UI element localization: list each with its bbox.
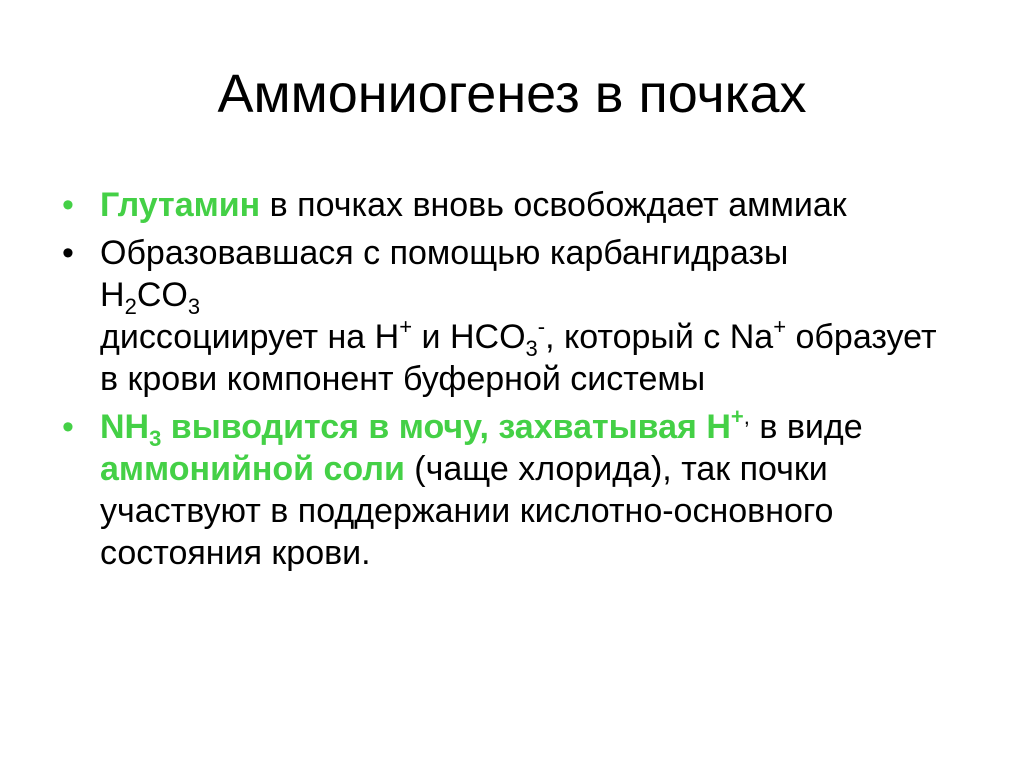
bullet-text: в виде [749, 408, 863, 446]
bullet-text: диссоциирует на H [100, 318, 400, 356]
formula-superscript: + [730, 404, 744, 429]
bullet-text: , который с Na [545, 318, 774, 356]
bullet-text: (чаще хлорида), так почки участвуют в поддержании кислотно-основного состояния крови. [100, 450, 834, 572]
bullet-item-glutamine [62, 184, 962, 226]
bullet-item-carbonic-acid [62, 232, 962, 400]
bullet-text: и HCO [412, 318, 526, 356]
bullet-marker: • [62, 234, 74, 272]
bullet-text: в почках вновь освобождает аммиак [260, 186, 847, 224]
formula-co: CO [136, 276, 188, 314]
formula-superscript: + [773, 314, 787, 339]
bullet-marker: • [62, 186, 74, 224]
formula-subscript: 2 [124, 294, 137, 319]
formula-subscript: 3 [187, 294, 201, 319]
glutamine-term: Глутамин [100, 186, 261, 224]
formula-subscript: 3 [525, 336, 538, 361]
formula-subscript: 3 [149, 426, 162, 451]
ammonium-salt-term: аммонийной соли [100, 450, 405, 488]
formula-h: H [100, 276, 125, 314]
bullet-list [62, 184, 962, 580]
bullet-text: Образовавшася с помощью карбангидразы [100, 234, 789, 272]
bullet-marker: • [62, 408, 74, 446]
slide-title: Аммониогенез в почках [217, 64, 807, 124]
comma-mark: , [743, 404, 750, 429]
formula-superscript: + [399, 314, 413, 339]
bullet-text: образует в крови компонент буферной системы [100, 318, 937, 398]
bullet-item-ammonia [62, 406, 962, 574]
formula-superscript: - [537, 314, 546, 339]
formula-nh: NH [100, 408, 150, 446]
ammonia-highlight: выводится в мочу, захватывая H [161, 408, 731, 446]
